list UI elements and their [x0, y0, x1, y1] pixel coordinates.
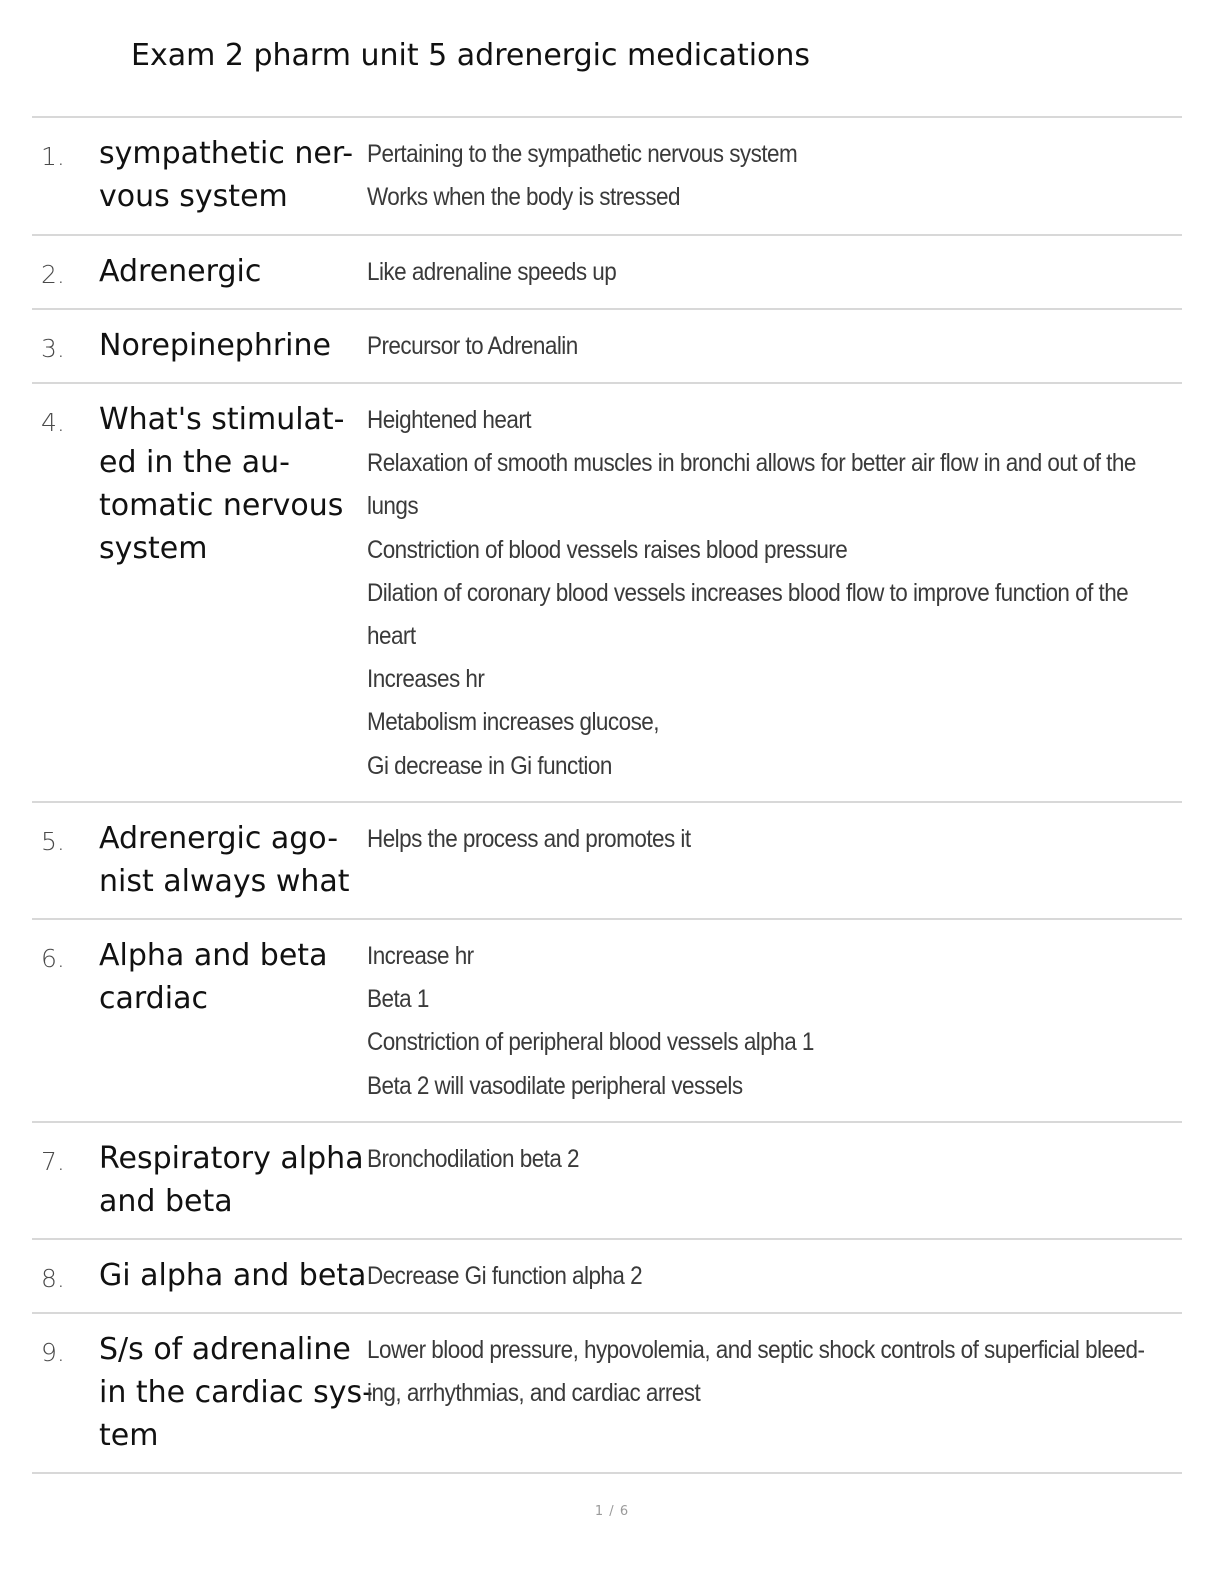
card-definition-line: Pertaining to the sympathetic nervous system	[367, 140, 798, 168]
card-term-line: Norepinephrine	[99, 328, 331, 363]
card-number: 7.	[41, 1147, 65, 1176]
flashcard-row	[32, 1123, 1182, 1240]
card-definition-line: Metabolism increases glucose,	[367, 708, 659, 737]
card-definition	[367, 935, 1094, 1108]
card-definition-line: Like adrenaline speeds up	[367, 258, 617, 286]
card-term	[99, 324, 361, 367]
card-definition	[367, 1255, 1094, 1298]
card-definition-line: Beta 2 will vasodilate peripheral vessels	[367, 1071, 743, 1100]
flashcard-row	[32, 1314, 1182, 1474]
card-term	[99, 250, 361, 293]
card-number: 1.	[41, 142, 65, 171]
card-term-line: What's stimulat-	[99, 402, 345, 437]
flashcard-row	[32, 118, 1182, 236]
card-term-line: Adrenergic	[99, 254, 262, 289]
card-term-line: Adrenergic ago-	[99, 821, 339, 856]
card-definition-line: Beta 1	[367, 985, 429, 1014]
flashcard-list	[32, 116, 1182, 1474]
card-definition-line: ing, arrhythmias, and cardiac arrest	[367, 1379, 701, 1408]
card-term	[99, 132, 361, 218]
card-definition-line: Constriction of peripheral blood vessels alpha 1	[367, 1028, 814, 1057]
card-number: 5.	[41, 827, 65, 856]
card-term-line: S/s of adrenaline	[99, 1332, 351, 1367]
card-term	[99, 1254, 367, 1297]
card-definition-line: Bronchodilation beta 2	[367, 1145, 580, 1173]
card-definition	[367, 1329, 1145, 1415]
card-term-line: system	[99, 531, 208, 566]
card-definition-line: Works when the body is stressed	[367, 183, 681, 212]
card-term-line: ed in the au-	[99, 445, 290, 480]
card-term-line: Gi alpha and beta	[99, 1258, 367, 1293]
card-definition-line: Constriction of blood vessels raises blood pressure	[367, 535, 848, 564]
card-definition	[367, 325, 1094, 368]
card-term-line: tem	[99, 1418, 159, 1453]
card-definition-line: Gi decrease in Gi function	[367, 751, 612, 780]
card-definition	[367, 399, 1136, 788]
page-title: Exam 2 pharm unit 5 adrenergic medications	[131, 38, 811, 73]
card-definition-line: Heightened heart	[367, 406, 531, 434]
flashcard-row	[32, 803, 1182, 920]
card-definition-line: Lower blood pressure, hypovolemia, and septic shock controls of superficial bleed-	[367, 1336, 1145, 1364]
card-definition-line: Dilation of coronary blood vessels increases blood flow to improve function of the	[367, 578, 1129, 607]
card-term-line: vous system	[99, 179, 288, 214]
card-term	[99, 1328, 373, 1457]
flashcard-row	[32, 310, 1182, 384]
card-definition-line: Decrease Gi function alpha 2	[367, 1262, 643, 1290]
card-term	[99, 934, 361, 1020]
card-definition-line: Relaxation of smooth muscles in bronchi allows for better air flow in and out of the	[367, 449, 1136, 478]
card-number: 8.	[41, 1264, 65, 1293]
card-number: 9.	[41, 1338, 65, 1367]
card-definition-line: Increases hr	[367, 665, 485, 694]
card-number: 4.	[41, 408, 65, 437]
card-term-line: Alpha and beta	[99, 938, 328, 973]
card-definition	[367, 818, 1094, 861]
card-term-line: in the cardiac sys-	[99, 1375, 373, 1410]
card-definition	[367, 1138, 1094, 1181]
flashcard-row	[32, 920, 1182, 1123]
card-term-line: nist always what	[99, 864, 350, 899]
card-definition	[367, 133, 1094, 219]
card-number: 2.	[41, 260, 65, 289]
card-term-line: and beta	[99, 1184, 233, 1219]
card-term	[99, 1137, 364, 1223]
flashcard-row	[32, 236, 1182, 310]
card-term-line: tomatic nervous	[99, 488, 344, 523]
card-term-line: sympathetic ner-	[99, 136, 354, 171]
card-definition-line: lungs	[367, 492, 419, 521]
page-number: 1 / 6	[594, 1504, 630, 1519]
card-term-line: Respiratory alpha	[99, 1141, 364, 1176]
card-definition-line: Increase hr	[367, 942, 474, 970]
card-term-line: cardiac	[99, 981, 208, 1016]
card-number: 3.	[41, 334, 65, 363]
card-definition-line: Helps the process and promotes it	[367, 825, 691, 853]
card-definition-line: Precursor to Adrenalin	[367, 332, 578, 360]
flashcard-row	[32, 384, 1182, 803]
card-definition-line: heart	[367, 622, 416, 651]
card-term	[99, 817, 361, 903]
flashcard-row	[32, 1240, 1182, 1314]
card-number: 6.	[41, 944, 65, 973]
card-definition	[367, 251, 1094, 294]
card-term	[99, 398, 361, 570]
